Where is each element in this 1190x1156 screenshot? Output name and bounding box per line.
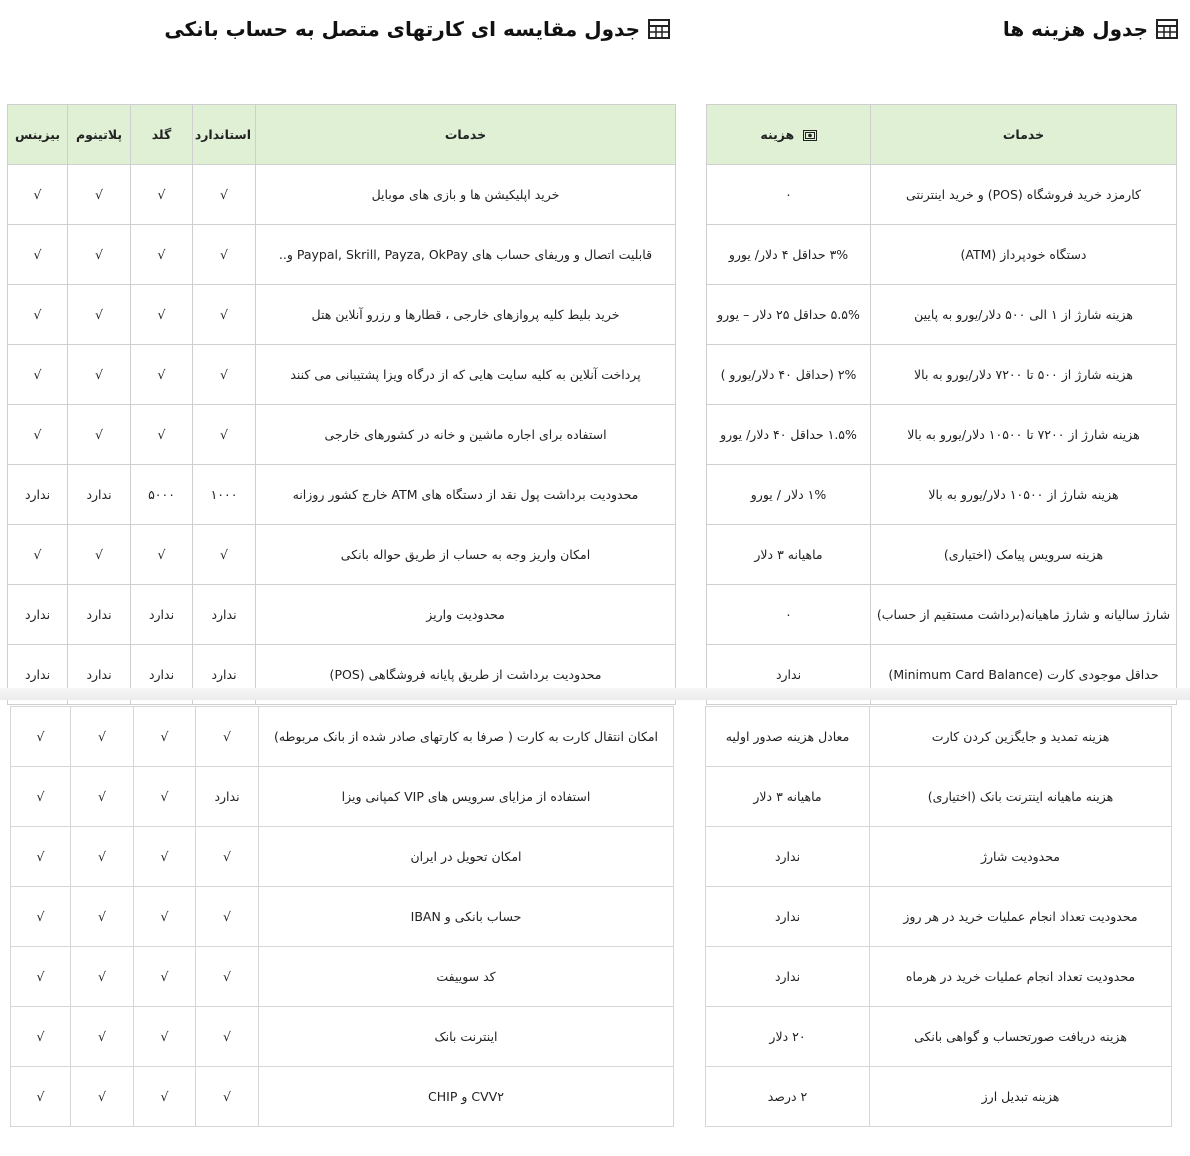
fee-service-cell: حداقل موجودی کارت (Minimum Card Balance) — [871, 645, 1177, 705]
table-row — [8, 465, 676, 525]
compare-header-service: خدمات — [256, 105, 676, 165]
compare-platinum-cell: √ — [71, 887, 134, 947]
compare-business-cell: √ — [11, 827, 71, 887]
table-row — [11, 1067, 674, 1127]
fee-cost-cell: ۱.۵% حداقل ۴۰ دلار/ یورو — [707, 405, 871, 465]
fee-cost-cell: ۲ درصد — [706, 1067, 870, 1127]
compare-business-cell: √ — [11, 707, 71, 767]
compare-business-cell: √ — [11, 887, 71, 947]
table-row — [706, 707, 1172, 767]
compare-standard-cell: √ — [193, 225, 256, 285]
compare-business-cell: √ — [8, 285, 68, 345]
compare-platinum-cell: ندارد — [68, 465, 131, 525]
table-row — [11, 1007, 674, 1067]
compare-platinum-cell: √ — [71, 1067, 134, 1127]
table-row — [706, 827, 1172, 887]
compare-standard-cell: √ — [196, 947, 259, 1007]
compare-title-text: جدول مقایسه ای کارتهای متصل به حساب بانکی — [164, 17, 640, 41]
compare-platinum-cell: √ — [71, 947, 134, 1007]
compare-gold-cell: √ — [131, 405, 193, 465]
fee-service-cell: هزینه تمدید و جایگزین کردن کارت — [870, 707, 1172, 767]
compare-platinum-cell: √ — [68, 525, 131, 585]
compare-platinum-cell: √ — [71, 707, 134, 767]
fee-service-cell: دستگاه خودپرداز (ATM) — [871, 225, 1177, 285]
compare-header-business: بیزینس — [8, 105, 68, 165]
fee-cost-cell: ۵.۵% حداقل ۲۵ دلار – یورو — [707, 285, 871, 345]
compare-header-standard: استاندارد — [193, 105, 256, 165]
compare-business-cell: √ — [8, 225, 68, 285]
compare-platinum-cell: √ — [68, 285, 131, 345]
compare-gold-cell: √ — [131, 225, 193, 285]
compare-standard-cell: √ — [193, 165, 256, 225]
table-row — [707, 165, 1177, 225]
compare-business-cell: ندارد — [8, 645, 68, 705]
compare-platinum-cell: √ — [71, 767, 134, 827]
table-row — [8, 285, 676, 345]
fee-cost-cell: ماهیانه ۳ دلار — [707, 525, 871, 585]
table-row — [706, 767, 1172, 827]
compare-table-top — [7, 104, 676, 705]
compare-standard-cell: √ — [196, 827, 259, 887]
compare-service-cell: حساب بانکی و IBAN — [259, 887, 674, 947]
fee-cost-cell: ۲% (حداقل ۴۰ دلار/یورو ) — [707, 345, 871, 405]
table-row — [8, 225, 676, 285]
compare-business-cell: √ — [8, 345, 68, 405]
table-row — [8, 585, 676, 645]
compare-service-cell: خرید اپلیکیشن ها و بازی های موبایل — [256, 165, 676, 225]
compare-standard-cell: √ — [193, 285, 256, 345]
compare-business-cell: √ — [8, 165, 68, 225]
compare-service-cell: محدودیت واریز — [256, 585, 676, 645]
table-row — [707, 285, 1177, 345]
fee-service-cell: هزینه ماهیانه اینترنت بانک (اختیاری) — [870, 767, 1172, 827]
table-row — [11, 947, 674, 1007]
compare-business-cell: √ — [11, 767, 71, 827]
fee-service-cell: هزینه شارژ از ۵۰۰ تا ۷۲۰۰ دلار/یورو به بالا — [871, 345, 1177, 405]
fee-service-cell: هزینه دریافت صورتحساب و گواهی بانکی — [870, 1007, 1172, 1067]
compare-business-cell: ندارد — [8, 465, 68, 525]
compare-standard-cell: ندارد — [196, 767, 259, 827]
compare-gold-cell: ۵۰۰۰ — [131, 465, 193, 525]
fee-cost-cell: ندارد — [706, 887, 870, 947]
fee-cost-cell: ندارد — [706, 947, 870, 1007]
compare-service-cell: محدودیت برداشت از طریق پایانه فروشگاهی (POS) — [256, 645, 676, 705]
compare-service-cell: اینترنت بانک — [259, 1007, 674, 1067]
compare-standard-cell: √ — [196, 1007, 259, 1067]
fee-service-cell: محدودیت تعداد انجام عملیات خرید در هرماه — [870, 947, 1172, 1007]
table-row — [8, 525, 676, 585]
compare-gold-cell: √ — [131, 285, 193, 345]
compare-gold-cell: √ — [134, 767, 196, 827]
compare-standard-cell: ۱۰۰۰ — [193, 465, 256, 525]
table-row — [8, 405, 676, 465]
compare-gold-cell: ندارد — [131, 645, 193, 705]
image-seam-divider — [0, 688, 1190, 700]
fee-cost-cell: معادل هزینه صدور اولیه — [706, 707, 870, 767]
compare-header-row — [8, 105, 676, 165]
compare-gold-cell: √ — [134, 827, 196, 887]
fees-title-text: جدول هزینه ها — [1002, 17, 1148, 41]
compare-platinum-cell: √ — [68, 225, 131, 285]
compare-gold-cell: √ — [134, 707, 196, 767]
compare-service-cell: پرداخت آنلاین به کلیه سایت هایی که از درگاه ویزا پشتیبانی می کنند — [256, 345, 676, 405]
table-row — [706, 947, 1172, 1007]
table-row — [707, 405, 1177, 465]
fee-service-cell: هزینه شارژ از ۷۲۰۰ تا ۱۰۵۰۰ دلار/یورو به بالا — [871, 405, 1177, 465]
compare-standard-cell: ندارد — [193, 585, 256, 645]
compare-gold-cell: √ — [134, 1067, 196, 1127]
fee-service-cell: کارمزد خرید فروشگاه (POS) و خرید اینترنتی — [871, 165, 1177, 225]
compare-standard-cell: √ — [196, 887, 259, 947]
compare-service-cell: امکان انتقال کارت به کارت ( صرفا به کارتهای صادر شده از بانک مربوطه) — [259, 707, 674, 767]
compare-business-cell: √ — [11, 947, 71, 1007]
compare-business-cell: √ — [8, 525, 68, 585]
fee-service-cell: شارژ سالیانه و شارژ ماهیانه(برداشت مستقیم از حساب) — [871, 585, 1177, 645]
compare-service-cell: امکان واریز وجه به حساب از طریق حواله بانکی — [256, 525, 676, 585]
table-row — [707, 465, 1177, 525]
compare-standard-cell: √ — [196, 1067, 259, 1127]
compare-table-bottom — [10, 706, 674, 1127]
table-row — [11, 707, 674, 767]
compare-gold-cell: ندارد — [131, 585, 193, 645]
compare-gold-cell: √ — [131, 345, 193, 405]
fee-service-cell: هزینه شارژ از ۱ الی ۵۰۰ دلار/یورو به پایین — [871, 285, 1177, 345]
compare-gold-cell: √ — [134, 1007, 196, 1067]
compare-service-cell: محدودیت برداشت پول نقد از دستگاه های ATM خارج کشور روزانه — [256, 465, 676, 525]
compare-platinum-cell: √ — [68, 345, 131, 405]
compare-platinum-cell: √ — [71, 1007, 134, 1067]
fees-table-bottom — [705, 706, 1172, 1127]
fee-service-cell: هزینه سرویس پیامک (اختیاری) — [871, 525, 1177, 585]
fee-cost-cell: ۰ — [707, 165, 871, 225]
compare-standard-cell: √ — [193, 345, 256, 405]
compare-service-cell: استفاده از مزایای سرویس های VIP کمپانی ویزا — [259, 767, 674, 827]
table-row — [707, 585, 1177, 645]
fees-header-cost — [707, 105, 871, 165]
table-icon — [648, 19, 670, 39]
compare-business-cell: ندارد — [8, 585, 68, 645]
table-row — [707, 345, 1177, 405]
compare-standard-cell: √ — [196, 707, 259, 767]
compare-platinum-cell: ندارد — [68, 585, 131, 645]
compare-platinum-cell: ندارد — [68, 645, 131, 705]
table-row — [706, 887, 1172, 947]
compare-header-gold: گلد — [131, 105, 193, 165]
compare-service-cell: CVV۲ و CHIP — [259, 1067, 674, 1127]
fee-cost-cell: ۰ — [707, 585, 871, 645]
compare-platinum-cell: √ — [71, 827, 134, 887]
compare-standard-cell: ندارد — [193, 645, 256, 705]
fee-service-cell: محدودیت شارژ — [870, 827, 1172, 887]
table-row — [707, 525, 1177, 585]
table-row — [706, 1007, 1172, 1067]
compare-header-platinum: پلاتینوم — [68, 105, 131, 165]
table-row — [8, 165, 676, 225]
compare-gold-cell: √ — [131, 525, 193, 585]
compare-platinum-cell: √ — [68, 165, 131, 225]
fee-cost-cell: ۱% دلار / یورو — [707, 465, 871, 525]
compare-business-cell: √ — [11, 1067, 71, 1127]
fee-cost-cell: ندارد — [707, 645, 871, 705]
compare-table-title — [164, 14, 670, 44]
fee-service-cell: هزینه شارژ از ۱۰۵۰۰ دلار/یورو به بالا — [871, 465, 1177, 525]
fee-cost-cell: ۳% حداقل ۴ دلار/ یورو — [707, 225, 871, 285]
compare-service-cell: کد سوییفت — [259, 947, 674, 1007]
compare-gold-cell: √ — [134, 887, 196, 947]
compare-standard-cell: √ — [193, 405, 256, 465]
table-row — [706, 1067, 1172, 1127]
compare-gold-cell: √ — [131, 165, 193, 225]
fee-cost-cell: ۲۰ دلار — [706, 1007, 870, 1067]
table-row — [8, 345, 676, 405]
compare-service-cell: خرید بلیط کلیه پروازهای خارجی ، قطارها و رزرو آنلاین هتل — [256, 285, 676, 345]
table-row — [11, 827, 674, 887]
compare-service-cell: امکان تحویل در ایران — [259, 827, 674, 887]
cash-icon — [803, 130, 817, 141]
table-icon — [1156, 19, 1178, 39]
fee-cost-cell: ماهیانه ۳ دلار — [706, 767, 870, 827]
fee-service-cell: هزینه تبدیل ارز — [870, 1067, 1172, 1127]
fees-table-top — [706, 104, 1177, 705]
compare-platinum-cell: √ — [68, 405, 131, 465]
table-row — [707, 225, 1177, 285]
fees-table-title — [1003, 14, 1178, 44]
compare-business-cell: √ — [11, 1007, 71, 1067]
fees-header-cost-label: هزینه — [760, 127, 795, 142]
compare-gold-cell: √ — [134, 947, 196, 1007]
compare-service-cell: استفاده برای اجاره ماشین و خانه در کشورهای خارجی — [256, 405, 676, 465]
fees-header-service: خدمات — [871, 105, 1177, 165]
compare-service-cell: قابلیت اتصال و وریفای حساب های Paypal, Skrill, Payza, OkPay و.. — [256, 225, 676, 285]
fee-cost-cell: ندارد — [706, 827, 870, 887]
fee-service-cell: محدودیت تعداد انجام عملیات خرید در هر روز — [870, 887, 1172, 947]
compare-standard-cell: √ — [193, 525, 256, 585]
table-row — [11, 767, 674, 827]
fees-header-row — [707, 105, 1177, 165]
table-row — [11, 887, 674, 947]
compare-business-cell: √ — [8, 405, 68, 465]
